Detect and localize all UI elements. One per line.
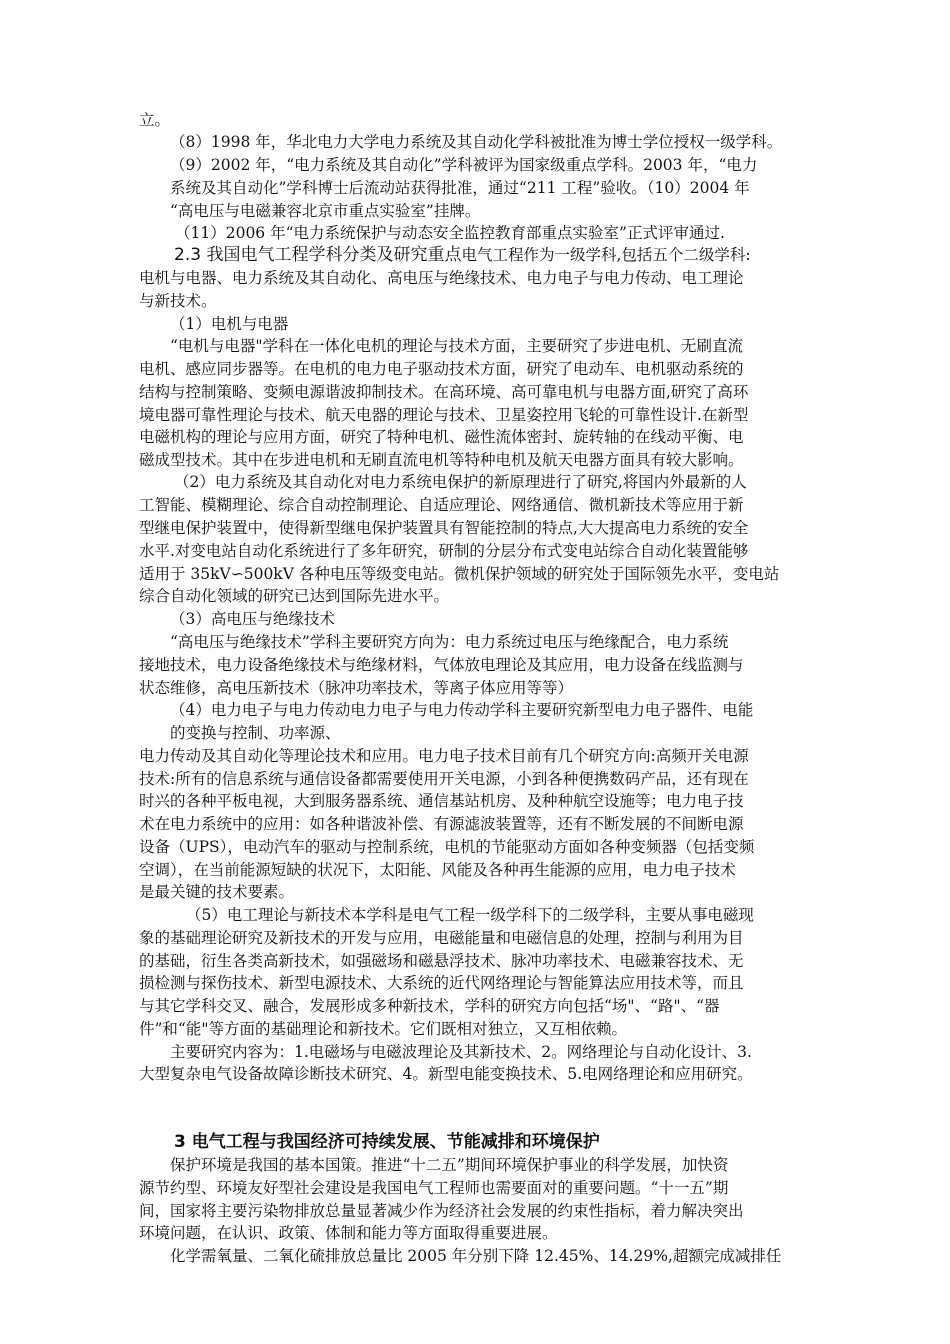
text-line: 是最关键的技术要素。 (139, 883, 295, 901)
text-line: 电机、感应同步器等。在电机的电力电子驱动技术方面，研究了电动车、电机驱动系统的 (139, 360, 744, 378)
text-line: （8）1998 年，华北电力大学电力系统及其自动化学科被批准为博士学位授权一级学科。 (170, 133, 783, 151)
text-run: 电气工程作为一级学科,包括五个二级学科: (461, 246, 751, 264)
text-line: 与其它学科交叉、融合，发展形成多种新技术，学科的研究方向包括“场"、“路"、“器 (139, 997, 720, 1015)
text-line: 间，国家将主要污染物排放总量显著减少作为经济社会发展的约束性指标，着力解决突出 (139, 1202, 744, 1220)
text-line: 术在电力系统中的应用：如各种谐波补偿、有源滤波装置等，还有不断发展的不间断电源 (139, 815, 744, 833)
section-heading: 3 电气工程与我国经济可持续发展、节能减排和环境保护 (174, 1132, 600, 1152)
text-line: 工智能、模糊理论、综合自动控制理论、自适应理论、网络通信、微机新技术等应用于新 (139, 496, 744, 514)
text-line: 的基础，衍生各类高新技术，如强磁场和磁悬浮技术、脉冲功率技术、电磁兼容技术、无 (139, 952, 744, 970)
text-line: 适用于 35kV∽500kV 各种电压等级变电站。微机保护领域的研究处于国际领先水平，变电站 (139, 565, 780, 583)
text-line: 象的基础理论研究及新技术的开发与应用，电磁能量和电磁信息的处理，控制与利用为目 (139, 929, 744, 947)
text-line: （4）电力电子与电力传动电力电子与电力传动学科主要研究新型电力电子器件、电能 (170, 701, 754, 719)
text-line: 源节约型、环境友好型社会建设是我国电气工程师也需要面对的重要问题。“十一五”期 (139, 1179, 729, 1197)
text-line: 接地技术，电力设备绝缘技术与绝缘材料，气体放电理论及其应用，电力设备在线监测与 (139, 656, 744, 674)
text-line: 系统及其自动化”学科博士后流动站获得批准，通过“211 工程”验收。（10）2004 年 (170, 179, 750, 197)
text-line: 结构与控制策略、变频电源谐波抑制技术。在高环境、高可靠电机与电器方面,研究了高环 (139, 383, 749, 401)
text-line: 技术:所有的信息系统与通信设备都需要使用开关电源，小到各种便携数码产品，还有现在 (139, 770, 749, 788)
section-heading: 2.3 我国电气工程学科分类及研究重点 (174, 245, 462, 265)
text-line: 电力传动及其自动化等理论技术和应用。电力电子技术目前有几个研究方向:高频开关电源 (139, 747, 749, 765)
text-line: （11）2006 年“电力系统保护与动态安全监控教育部重点实验室”正式评审通过. (175, 224, 725, 242)
subsection-title: （3）高电压与绝缘技术 (170, 610, 335, 628)
text-line: 电磁机构的理论与应用方面，研究了特种电机、磁性流体密封、旋转轴的在线动平衡、电 (139, 428, 744, 446)
text-line: 立。 (139, 111, 171, 129)
text-line: 环境问题，在认识、政策、体制和能力等方面取得重要进展。 (139, 1224, 558, 1242)
text-line: 与新技术。 (139, 292, 217, 310)
text-line: 状态维修，高电压新技术（脉冲功率技术，等离子体应用等等） (139, 679, 574, 697)
text-line: 保护环境是我国的基本国策。推进“十二五”期间环境保护事业的科学发展，加快资 (170, 1156, 729, 1174)
text-line: 的变换与控制、功率源、 (170, 724, 341, 742)
text-line: 损检测与探伤技术、新型电源技术、大系统的近代网络理论与智能算法应用技术等，而且 (139, 974, 744, 992)
subsection-title: （1）电机与电器 (170, 315, 289, 333)
text-line: “高电压与电磁兼容北京市重点实验室”挂牌。 (170, 202, 481, 220)
text-line: （9）2002 年，“电力系统及其自动化”学科被评为国家级重点学科。2003 年，“电力 (170, 156, 758, 174)
text-line: 磁成型技术。其中在步进电机和无刷直流电机等特种电机及航天电器方面具有较大影响。 (139, 451, 744, 469)
text-line: 境电器可靠性理论与技术、航天电器的理论与技术、卫星姿控用飞轮的可靠性设计.在新型 (139, 406, 749, 424)
text-line: 型继电保护装置中，使得新型继电保护装置具有智能控制的特点,大大提高电力系统的安全 (139, 519, 749, 537)
text-line: （5）电工理论与新技术本学科是电气工程一级学科下的二级学科，主要从事电磁现 (186, 906, 754, 924)
text-line: 化学需氧量、二氧化硫排放总量比 2005 年分别下降 12.45%、14.29%,超额完成减排任 (170, 1247, 782, 1265)
text-line: 件”和“能"等方面的基础理论和新技术。它们既相对独立，又互相依赖。 (139, 1020, 627, 1038)
text-line: 主要研究内容为：1.电磁场与电磁波理论及其新技术、2。网络理论与自动化设计、3. (170, 1043, 752, 1061)
text-line: 空调），在当前能源短缺的状况下，太阳能、风能及各种再生能源的应用，电力电子技术 (139, 861, 736, 879)
section-2-3-line (174, 245, 751, 265)
text-line: “高电压与绝缘技术”学科主要研究方向为：电力系统过电压与绝缘配合，电力系统 (170, 633, 729, 651)
text-line: 水平.对变电站自动化系统进行了多年研究，研制的分层分布式变电站综合自动化装置能够 (139, 542, 749, 560)
text-line: 大型复杂电气设备故障诊断技术研究、4。新型电能变换技术、5.电网络理论和应用研究。 (139, 1065, 753, 1083)
text-line: （2）电力系统及其自动化对电力系统电保护的新原理进行了研究,将国内外最新的人 (174, 473, 747, 491)
text-line: 综合自动化领域的研究已达到国际先进水平。 (139, 587, 450, 605)
text-line: 电机与电器、电力系统及其自动化、高电压与绝缘技术、电力电子与电力传动、电工理论 (139, 269, 744, 287)
text-line: 时兴的各种平板电视，大到服务器系统、通信基站机房、及种种航空设施等；电力电子技 (139, 792, 744, 810)
text-line: 设备（UPS），电动汽车的驱动与控制系统，电机的节能驱动方面如各种变频器（包括变频 (139, 838, 755, 856)
text-line: “电机与电器"学科在一体化电机的理论与技术方面，主要研究了步进电机、无刷直流 (170, 337, 744, 355)
